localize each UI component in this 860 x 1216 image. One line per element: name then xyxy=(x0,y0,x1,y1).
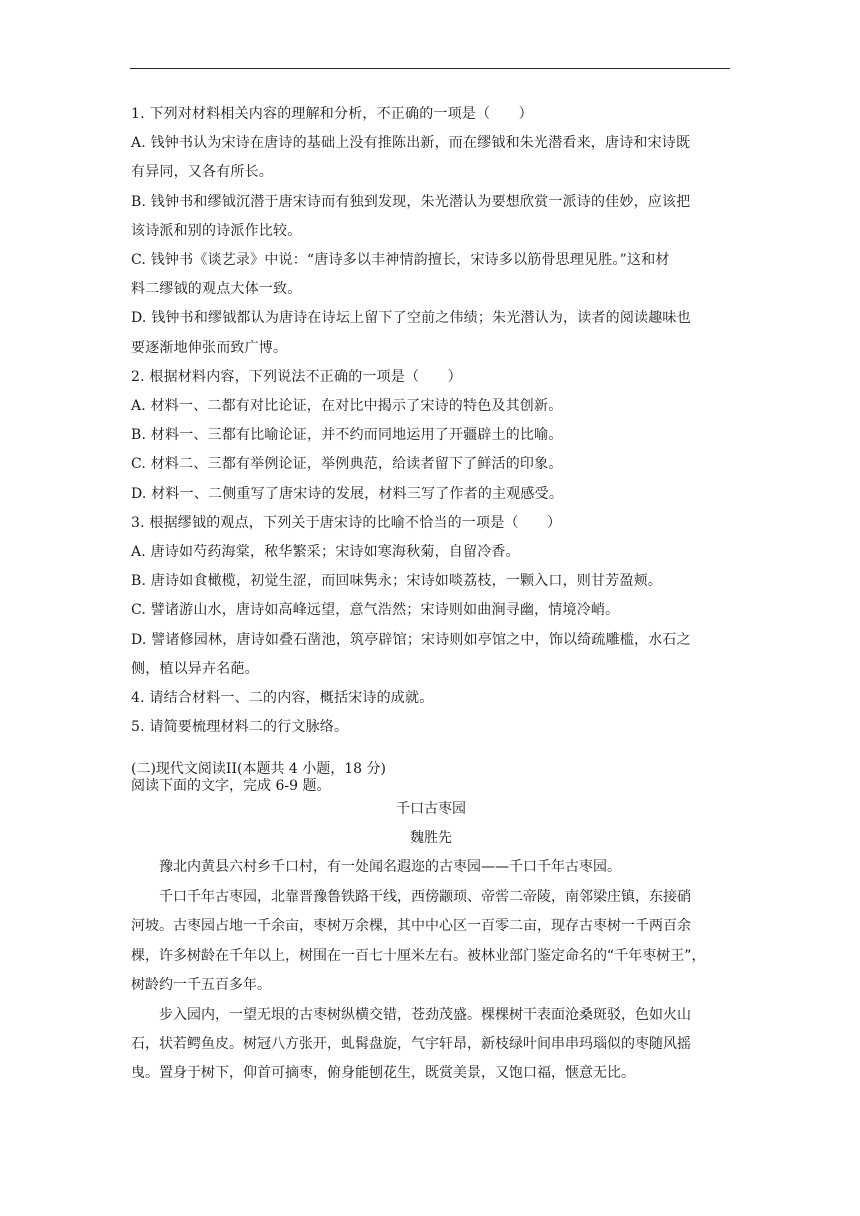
section-instruction: 阅读下面的文字，完成 6-9 题。 xyxy=(131,778,331,795)
paragraph-line: 棵，许多树龄在千年以上，树围在一百七十厘米左右。被林业部门鉴定命名的“千年枣树王”， xyxy=(131,947,706,964)
paragraph-line: 曳。置身于树下，仰首可摘枣，俯身能刨花生，既赏美景，又饱口福，惬意无比。 xyxy=(131,1065,635,1082)
article-paragraph-1: 豫北内黄县六村乡千口村，有一处闻名遐迩的古枣园——千口千年古枣园。 xyxy=(159,859,621,876)
article xyxy=(131,795,731,1088)
option-d: D. 材料一、二侧重写了唐宋诗的发展，材料三写了作者的主观感受。 xyxy=(131,485,564,502)
article-title: 千口古枣园 xyxy=(396,801,466,818)
option-a-line-1: A. 钱钟书认为宋诗在唐诗的基础上没有推陈出新，而在缪钺和朱光潜看来，唐诗和宋诗既 xyxy=(131,135,691,152)
question-5: 5. 请简要梳理材料二的行文脉络。 xyxy=(131,719,349,736)
question-stem: 2. 根据材料内容，下列说法不正确的一项是（ ） xyxy=(131,368,462,385)
section-title: (二)现代文阅读II(本题共 4 小题，18 分) xyxy=(131,761,386,778)
option-c: C. 譬诸游山水，唐诗如高峰远望，意气浩然；宋诗则如曲涧寻幽，情境冷峭。 xyxy=(131,602,620,619)
question-stem: 1. 下列对材料相关内容的理解和分析，不正确的一项是（ ） xyxy=(131,106,533,122)
option-c-line-1: C. 钱钟书《谈艺录》中说：“唐诗多以丰神情韵擅长，宋诗多以筋骨思理见胜。”这和材 xyxy=(131,252,670,269)
option-c: C. 材料二、三都有举例论证，举例典范，给读者留下了鲜活的印象。 xyxy=(131,456,563,473)
article-paragraph-3 xyxy=(131,1001,731,1089)
option-a-line-2: 有异同，又各有所长。 xyxy=(131,164,273,181)
option-d-line-1: D. 钱钟书和缪钺都认为唐诗在诗坛上留下了空前之伟绩；朱光潜认为，读者的阅读趣味也 xyxy=(131,310,691,327)
article-paragraph-2 xyxy=(131,883,731,1001)
option-d-line-1: D. 譬诸修园林，唐诗如叠石凿池，筑亭辟馆；宋诗则如亭馆之中，饰以绮疏雕槛，水石之 xyxy=(131,631,691,648)
option-b-line-2: 该诗派和别的诗派作比较。 xyxy=(131,222,302,239)
question-3 xyxy=(131,509,731,684)
header-rule xyxy=(130,68,730,69)
option-b-line-1: B. 钱钟书和缪钺沉潜于唐宋诗而有独到发现，朱光潜认为要想欣赏一派诗的佳妙，应该把 xyxy=(131,193,691,210)
option-c-line-2: 料二缪钺的观点大体一致。 xyxy=(131,281,302,298)
question-2 xyxy=(131,363,731,509)
document-body xyxy=(131,100,731,1089)
option-d-line-2: 要逐渐地伸张而致广博。 xyxy=(131,339,288,356)
option-a: A. 唐诗如芍药海棠，秾华繁采；宋诗如寒海秋菊，自留冷香。 xyxy=(131,544,520,561)
option-b: B. 唐诗如食橄榄，初觉生涩，而回味隽永；宋诗如啖荔枝，一颗入口，则甘芳盈颊。 xyxy=(131,573,662,590)
option-a: A. 材料一、二都有对比论证，在对比中揭示了宋诗的特色及其创新。 xyxy=(131,398,563,415)
paragraph-line: 河坡。古枣园占地一千余亩，枣树万余棵，其中中心区一百零二亩，现存古枣树一千两百余 xyxy=(131,918,691,935)
question-4: 4. 请结合材料一、二的内容，概括宋诗的成就。 xyxy=(131,690,434,707)
question-stem: 3. 根据缪钺的观点，下列关于唐宋诗的比喻不恰当的一项是（ ） xyxy=(131,514,562,531)
paragraph-line: 树龄约一千五百多年。 xyxy=(131,977,271,994)
paragraph-line: 步入园内，一望无垠的古枣树纵横交错，苍劲茂盛。棵棵树干表面沧桑斑驳，色如火山 xyxy=(159,1006,691,1023)
article-author: 魏胜先 xyxy=(410,830,452,847)
question-1 xyxy=(131,100,731,363)
paragraph-line: 千口千年古枣园，北靠晋豫鲁铁路干线，西傍颛顼、帝喾二帝陵，南邻梁庄镇，东接硝 xyxy=(159,888,691,905)
paragraph-line: 石，状若鳄鱼皮。树冠八方张开，虬髯盘旋，气宇轩昂，新枝绿叶间串串玛瑙似的枣随风摇 xyxy=(131,1035,691,1052)
option-b: B. 材料一、三都有比喻论证，并不约而同地运用了开疆辟土的比喻。 xyxy=(131,427,563,444)
option-d-line-2: 侧，植以异卉名葩。 xyxy=(131,660,259,677)
